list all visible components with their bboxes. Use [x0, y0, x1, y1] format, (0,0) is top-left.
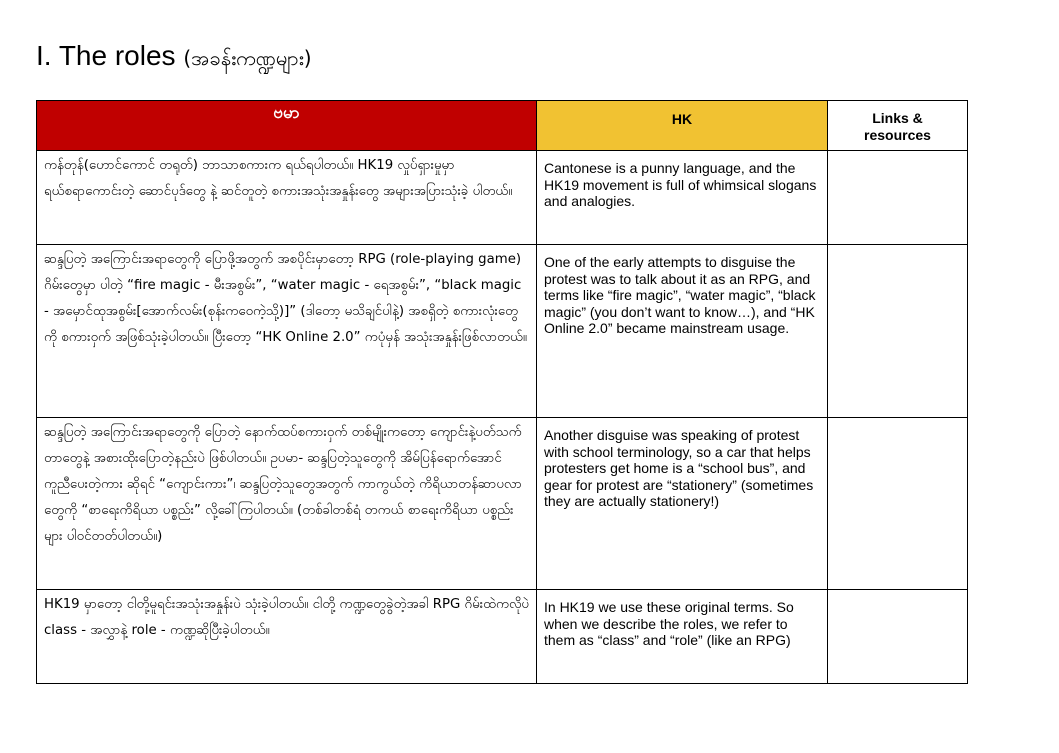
cell-hk: In HK19 we use these original terms. So when we describe the roles, we refer to them as “class” and “role” (like an RPG) [537, 590, 828, 684]
cell-hk: Cantonese is a punny language, and the HK19 movement is full of whimsical slogans and analogies. [537, 151, 828, 245]
table-row [37, 245, 968, 418]
header-myanmar: ဗမာ [37, 101, 537, 151]
cell-myanmar: ကန်တုန်(ဟောင်ကောင် တရုတ်) ဘာသာစကားက ရယ်ရပါတယ်။ HK19 လှုပ်ရှားမှုမှာ ရယ်စရာကောင်းတဲ့ ဆောင်ပုဒ်တွေ နဲ့ ဆင်တူတဲ့ စကားအသုံးအနှုန်းတွေ အများအပြားသုံးခဲ့ ပါတယ်။ [37, 151, 537, 245]
table-header-row [37, 101, 968, 151]
cell-hk: One of the early attempts to disguise the protest was to talk about it as an RPG, and terms like “fire magic”, “water magic”, “black magic” (you don’t want to know…), and “HK Online 2.0” became mainstream usage. [537, 245, 828, 418]
page-title [36, 40, 312, 74]
table-row [37, 151, 968, 245]
header-links [828, 101, 968, 151]
header-hk: HK [537, 101, 828, 151]
table-row [37, 590, 968, 684]
cell-hk: Another disguise was speaking of protest with school terminology, so a car that helps protesters get home is a “school bus”, and gear for protest are “stationery” (sometimes they are actually stationery!) [537, 418, 828, 590]
table-row [37, 418, 968, 590]
cell-myanmar: HK19 မှာတော့ ငါတို့မူရင်းအသုံးအနှုန်းပဲ သုံးခဲ့ပါတယ်။ ငါတို့ ကဏ္ဍတွေခွဲတဲ့အခါ RPG ဂိမ်းထဲကလိုပဲ class - အလွှာနဲ့ role - ကဏ္ဍဆိုပြီးခဲ့ပါတယ်။ [37, 590, 537, 684]
cell-links [828, 418, 968, 590]
page-title-myanmar: (အခန်းကဏ္ဍများ) [183, 46, 312, 70]
cell-myanmar: ဆန္ဒပြတဲ့ အကြောင်းအရာတွေကို ပြောဖို့အတွက် အစပိုင်းမှာတော့ RPG (role-playing game) ဂိမ်းတွေမှာ ပါတဲ့ “fire magic - မီးအစွမ်း”, “water magic - ရေအစွမ်း”, “black magic - အမှောင်ထုအစွမ်း[အောက်လမ်း(စုန်းကဝေကဲ့သို့)]” (ဒါတော့ မသိချင်ပါနဲ့) အစရှိတဲ့ စကားလုံးတွေကို စကားဝှက် အဖြစ်သုံးခဲ့ပါတယ်။ ပြီးတော့ “HK Online 2.0” ကပုံမှန် အသုံးအနှုန်းဖြစ်လာတယ်။ [37, 245, 537, 418]
cell-links [828, 590, 968, 684]
cell-links [828, 151, 968, 245]
roles-table [36, 100, 968, 684]
cell-myanmar: ဆန္ဒပြတဲ့ အကြောင်းအရာတွေကို ပြောတဲ့ နောက်ထပ်စကားဝှက် တစ်မျိုးကတော့ ကျောင်းနဲ့ပတ်သက်တာတွေနဲ့ အစားထိုးပြောတဲ့နည်းပဲ ဖြစ်ပါတယ်။ ဥပမာ- ဆန္ဒပြတဲ့သူတွေကို အိမ်ပြန်ရောက်အောင် ကူညီပေးတဲ့ကား ဆိုရင် “ကျောင်းကား”၊ ဆန္ဒပြတဲ့သူတွေအတွက် ကာကွယ်တဲ့ ကိရိယာတန်ဆာပလာတွေကို “စာရေးကိရိယာ ပစ္စည်း” လို့ခေါ်ကြပါတယ်။ (တစ်ခါတစ်ရံ တကယ် စာရေးကိရိယာ ပစ္စည်းများ ပါဝင်တတ်ပါတယ်။) [37, 418, 537, 590]
page-title-english: I. The roles [36, 40, 176, 71]
header-links-label: Links & resources [864, 110, 931, 143]
cell-links [828, 245, 968, 418]
